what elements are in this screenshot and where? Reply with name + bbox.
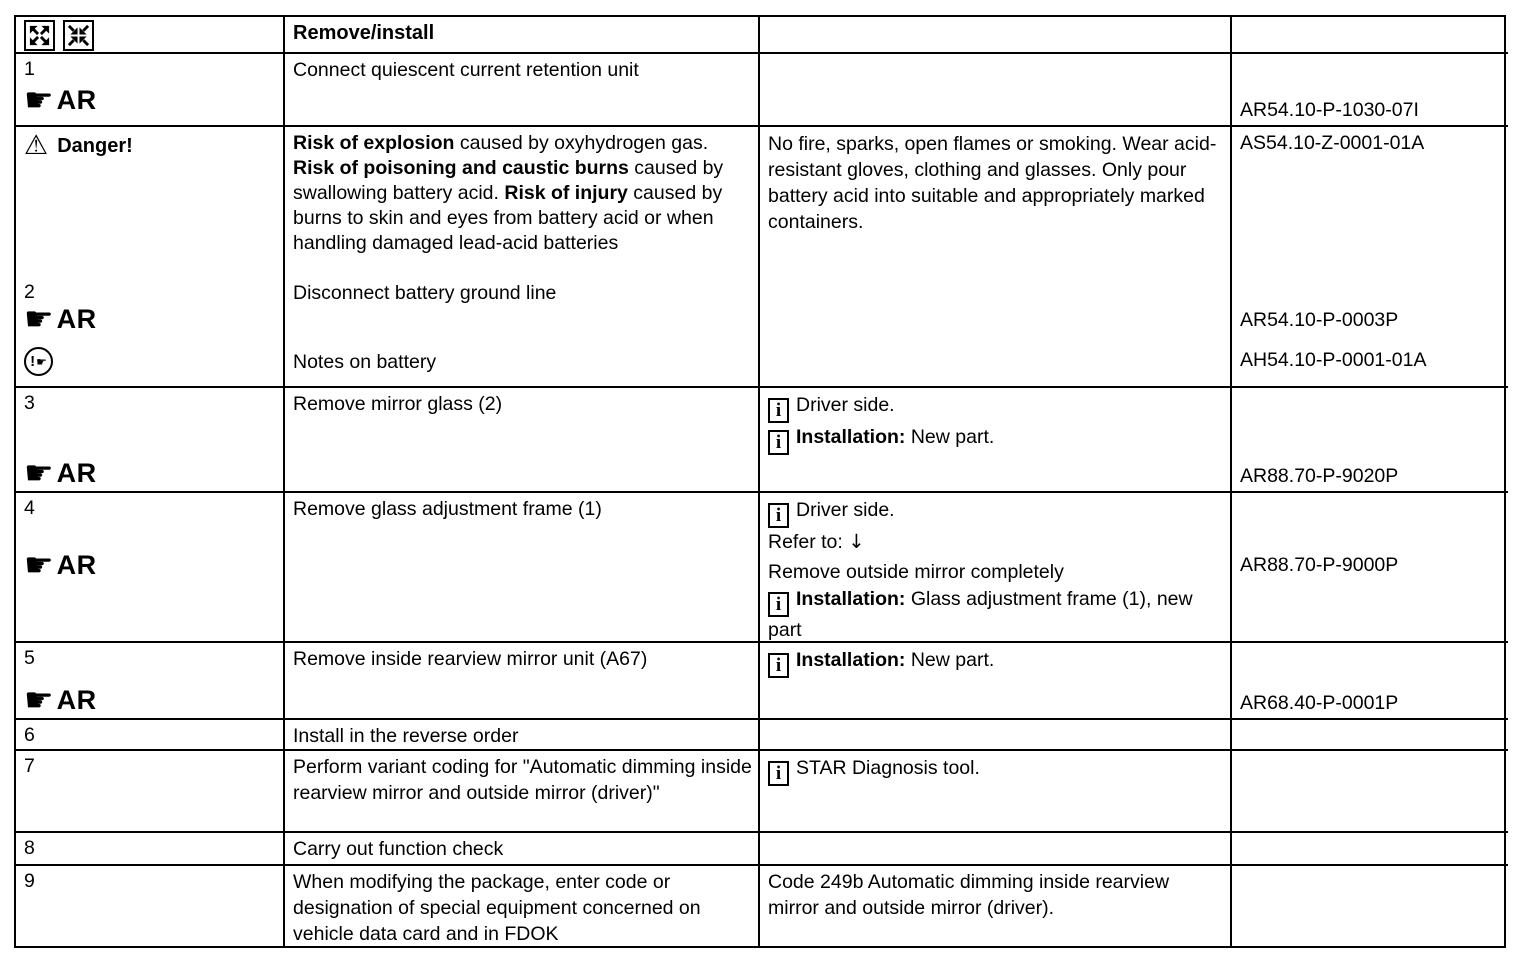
- note-link-wrap: [24, 347, 277, 376]
- installation-label: Installation:: [796, 588, 906, 610]
- note-hand-glyph: ☛: [36, 354, 47, 369]
- step-number: 1: [24, 58, 35, 80]
- installation-label: Installation:: [796, 649, 906, 671]
- reference-cell: [1232, 866, 1508, 946]
- task-cell: [285, 720, 760, 751]
- step-number: 8: [24, 837, 35, 859]
- danger-label: Danger!: [57, 134, 133, 157]
- code-note-text: Code 249b Automatic dimming inside rearview mirror and outside mirror (driver).: [768, 871, 1170, 919]
- ar-document-link[interactable]: [24, 299, 277, 338]
- pointing-hand-icon: ☛: [24, 299, 54, 338]
- refer-target: Remove outside mirror completely: [768, 561, 1064, 583]
- task-cell: [285, 643, 760, 720]
- ar-document-link[interactable]: [24, 80, 277, 119]
- step-cell: [16, 720, 285, 751]
- ar-label: AR: [56, 304, 97, 334]
- danger-notes-cell: [760, 127, 1232, 388]
- notes-cell: [760, 720, 1232, 751]
- info-icon: i: [768, 653, 789, 678]
- task-text: When modifying the package, enter code or designation of special equipment concerned on vehicle data card and in FDOK: [293, 871, 701, 945]
- notes-cell: [760, 833, 1232, 866]
- header-controls-cell: [16, 17, 285, 54]
- step-number: 4: [24, 497, 35, 519]
- notes-cell: [760, 54, 1232, 127]
- notes-cell: [760, 388, 1232, 493]
- installation-text: Glass adjustment frame (1), new part: [768, 588, 1193, 641]
- expand-all-button[interactable]: [24, 20, 55, 51]
- task-cell: [285, 388, 760, 493]
- header-title-cell: [285, 17, 760, 54]
- risk-normal: caused by oxyhydrogen gas.: [454, 132, 709, 154]
- reference-cell: [1232, 643, 1508, 720]
- notes-cell: [760, 643, 1232, 720]
- installation-label: Installation:: [796, 426, 906, 448]
- step-cell: [16, 388, 285, 493]
- task-text: Install in the reverse order: [293, 725, 519, 747]
- risk-normal: caused by burns to skin and eyes from battery acid or when handling damaged lead-acid batteries: [293, 182, 723, 254]
- risk-bold: Risk of injury: [504, 182, 628, 204]
- task-text: Carry out function check: [293, 838, 504, 860]
- reference-cell: [1232, 388, 1508, 493]
- table-title: Remove/install: [293, 22, 435, 44]
- task-cell: [285, 54, 760, 127]
- reference-cell: [1232, 833, 1508, 866]
- refer-to-line: [768, 529, 1224, 555]
- doc-reference: AR88.70-P-9000P: [1240, 554, 1399, 576]
- info-text: Driver side.: [796, 499, 895, 521]
- ar-document-link[interactable]: [24, 680, 97, 719]
- doc-reference: AR54.10-P-0003P: [1240, 309, 1399, 331]
- expand-icon: [28, 24, 51, 47]
- installation-note: [768, 586, 1224, 643]
- task-text: Remove mirror glass (2): [293, 393, 503, 415]
- step-cell: [16, 643, 285, 720]
- info-text: Driver side.: [796, 394, 895, 416]
- info-note: [768, 392, 1224, 423]
- risk-normal: caused by swallowing battery acid.: [293, 157, 724, 204]
- ar-label: AR: [56, 550, 97, 580]
- info-note: [768, 497, 1224, 528]
- down-arrow-icon: ↓: [848, 530, 865, 553]
- procedure-table: [14, 15, 1506, 948]
- doc-reference: AS54.10-Z-0001-01A: [1240, 132, 1425, 154]
- task-cell: [285, 833, 760, 866]
- task-text: Notes on battery: [293, 351, 437, 373]
- header-empty-cell: [1232, 17, 1508, 54]
- step-number: 3: [24, 392, 35, 414]
- pointing-hand-icon: ☛: [24, 80, 54, 119]
- doc-reference: AR54.10-P-1030-07I: [1240, 99, 1419, 121]
- step-cell: [16, 751, 285, 833]
- ar-label: AR: [56, 458, 97, 488]
- step-cell: [16, 833, 285, 866]
- notes-cell: [760, 866, 1232, 946]
- step-number: 2: [24, 281, 35, 303]
- doc-reference: AR88.70-P-9020P: [1240, 465, 1399, 487]
- installation-text: New part.: [905, 426, 995, 448]
- step-number: 7: [24, 755, 35, 777]
- info-icon: i: [768, 430, 789, 455]
- task-text: Remove inside rearview mirror unit (A67): [293, 648, 648, 670]
- task-text: Remove glass adjustment frame (1): [293, 498, 602, 520]
- info-icon: i: [768, 503, 789, 528]
- task-cell: [285, 751, 760, 833]
- warning-triangle-icon: ⚠: [24, 130, 49, 161]
- installation-note: [768, 647, 1224, 678]
- pointing-hand-icon: ☛: [24, 453, 54, 492]
- info-icon: i: [768, 398, 789, 423]
- step-number: 5: [24, 647, 35, 669]
- reference-cell: [1232, 54, 1508, 127]
- task-cell: [285, 866, 760, 946]
- notes-document-icon[interactable]: [24, 347, 53, 376]
- danger-step-cell: [16, 127, 285, 388]
- step-cell: [16, 54, 285, 127]
- notes-cell: [760, 493, 1232, 643]
- danger-task-cell: [285, 127, 760, 388]
- pointing-hand-icon: ☛: [24, 545, 54, 584]
- precaution-text: No fire, sparks, open flames or smoking. Wear acid-resistant gloves, clothing and glasses. Only pour battery acid into suitable and appropriately marked containers.: [768, 133, 1217, 233]
- risk-bold: Risk of explosion: [293, 132, 455, 154]
- notes-cell: [760, 751, 1232, 833]
- info-text: STAR Diagnosis tool.: [796, 757, 980, 779]
- step-cell: [16, 866, 285, 946]
- task-text: Connect quiescent current retention unit: [293, 59, 639, 81]
- risk-bold: Risk of poisoning and caustic burns: [293, 157, 629, 179]
- ar-label: AR: [56, 85, 97, 115]
- danger-heading: [24, 132, 277, 159]
- risk-text: [293, 131, 752, 256]
- ar-label: AR: [56, 685, 97, 715]
- task-cell: [285, 493, 760, 643]
- collapse-icon: [67, 24, 90, 47]
- reference-cell: [1232, 493, 1508, 643]
- installation-note: [768, 424, 1224, 455]
- refer-label: Refer to:: [768, 531, 849, 553]
- info-icon: i: [768, 592, 789, 617]
- step-cell: [16, 493, 285, 643]
- pointing-hand-icon: ☛: [24, 680, 54, 719]
- header-empty-cell: [760, 17, 1232, 54]
- step-number: 9: [24, 870, 35, 892]
- task-text: Disconnect battery ground line: [293, 282, 557, 304]
- installation-text: New part.: [905, 649, 995, 671]
- danger-reference-cell: [1232, 127, 1508, 388]
- collapse-all-button[interactable]: [63, 20, 94, 51]
- task-text: Perform variant coding for "Automatic dimming inside rearview mirror and outside mirror (driver)": [293, 756, 752, 804]
- doc-reference: AH54.10-P-0001-01A: [1240, 349, 1427, 371]
- step-number: 6: [24, 724, 35, 746]
- ar-document-link[interactable]: [24, 453, 97, 492]
- exclamation-glyph: !: [30, 353, 36, 370]
- reference-cell: [1232, 720, 1508, 751]
- info-icon: i: [768, 761, 789, 786]
- reference-cell: [1232, 751, 1508, 833]
- doc-reference: AR68.40-P-0001P: [1240, 692, 1399, 714]
- info-note: [768, 755, 1224, 786]
- ar-document-link[interactable]: [24, 545, 277, 584]
